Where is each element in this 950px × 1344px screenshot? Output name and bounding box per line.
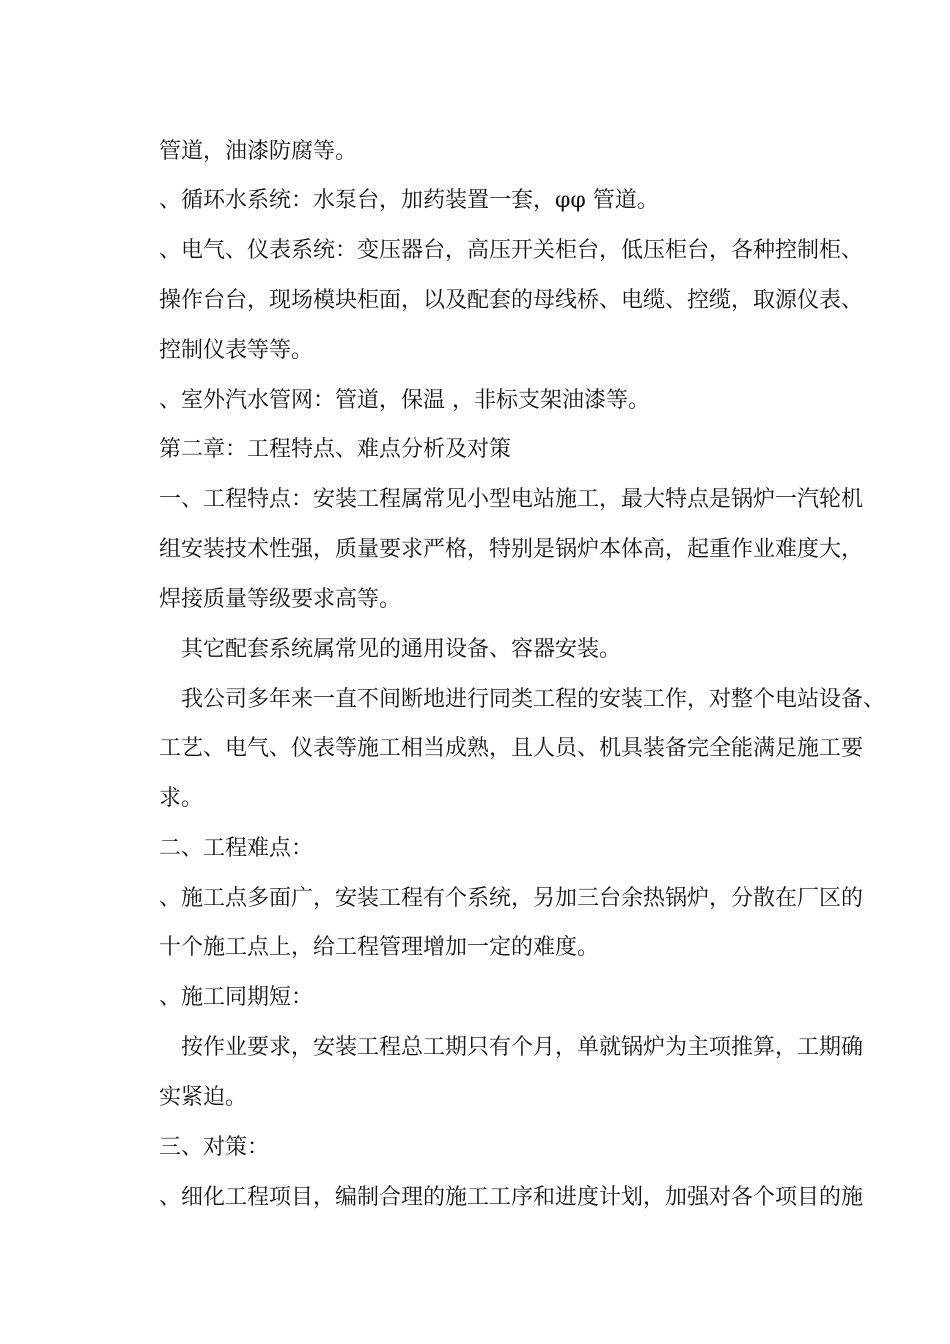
text-line: 实紧迫。 bbox=[159, 1085, 248, 1110]
text-line: 、施工点多面广，安装工程有个系统，另加三台余热锅炉，分散在厂区的 bbox=[159, 886, 864, 911]
text-line: 焊接质量等级要求高等。 bbox=[159, 587, 402, 612]
text-line: 、施工同期短： bbox=[159, 985, 314, 1010]
text-line: 管道，油漆防腐等。 bbox=[159, 139, 358, 164]
text-line: 、电气、仪表系统：变压器台，高压开关柜台，低压柜台，各种控制柜、 bbox=[159, 238, 864, 263]
text-line: 我公司多年来一直不间断地进行同类工程的安装工作，对整个电站设备、 bbox=[181, 687, 886, 712]
chapter-heading: 第二章：工程特点、难点分析及对策 bbox=[159, 437, 512, 462]
text-line: 工艺、电气、仪表等施工相当成熟，且人员、机具装备完全能满足施工要 bbox=[159, 736, 864, 761]
text-line: 其它配套系统属常见的通用设备、容器安装。 bbox=[181, 637, 622, 662]
text-line: 操作台台，现场模块柜面，以及配套的母线桥、电缆、控缆，取源仪表、 bbox=[159, 288, 864, 313]
text-line: 按作业要求，安装工程总工期只有个月，单就锅炉为主项推算，工期确 bbox=[181, 1035, 864, 1060]
text-line: 控制仪表等等。 bbox=[159, 338, 314, 363]
text-line: 、细化工程项目，编制合理的施工工序和进度计划，加强对各个项目的施 bbox=[159, 1185, 864, 1210]
text-line: 求。 bbox=[159, 786, 204, 811]
text-line: 组安装技术性强，质量要求严格，特别是锅炉本体高，起重作业难度大， bbox=[159, 537, 864, 562]
text-line: 、室外汽水管网：管道，保温 ，非标支架油漆等。 bbox=[159, 388, 650, 413]
text-line: 、循环水系统：水泵台，加药装置一套，φφ 管道。 bbox=[159, 188, 659, 213]
section-heading: 三、对策： bbox=[159, 1135, 270, 1160]
section-heading: 二、工程难点： bbox=[159, 836, 314, 861]
text-line: 十个施工点上，给工程管理增加一定的难度。 bbox=[159, 935, 600, 960]
text-line: 一、工程特点：安装工程属常见小型电站施工，最大特点是锅炉一汽轮机 bbox=[159, 487, 864, 512]
